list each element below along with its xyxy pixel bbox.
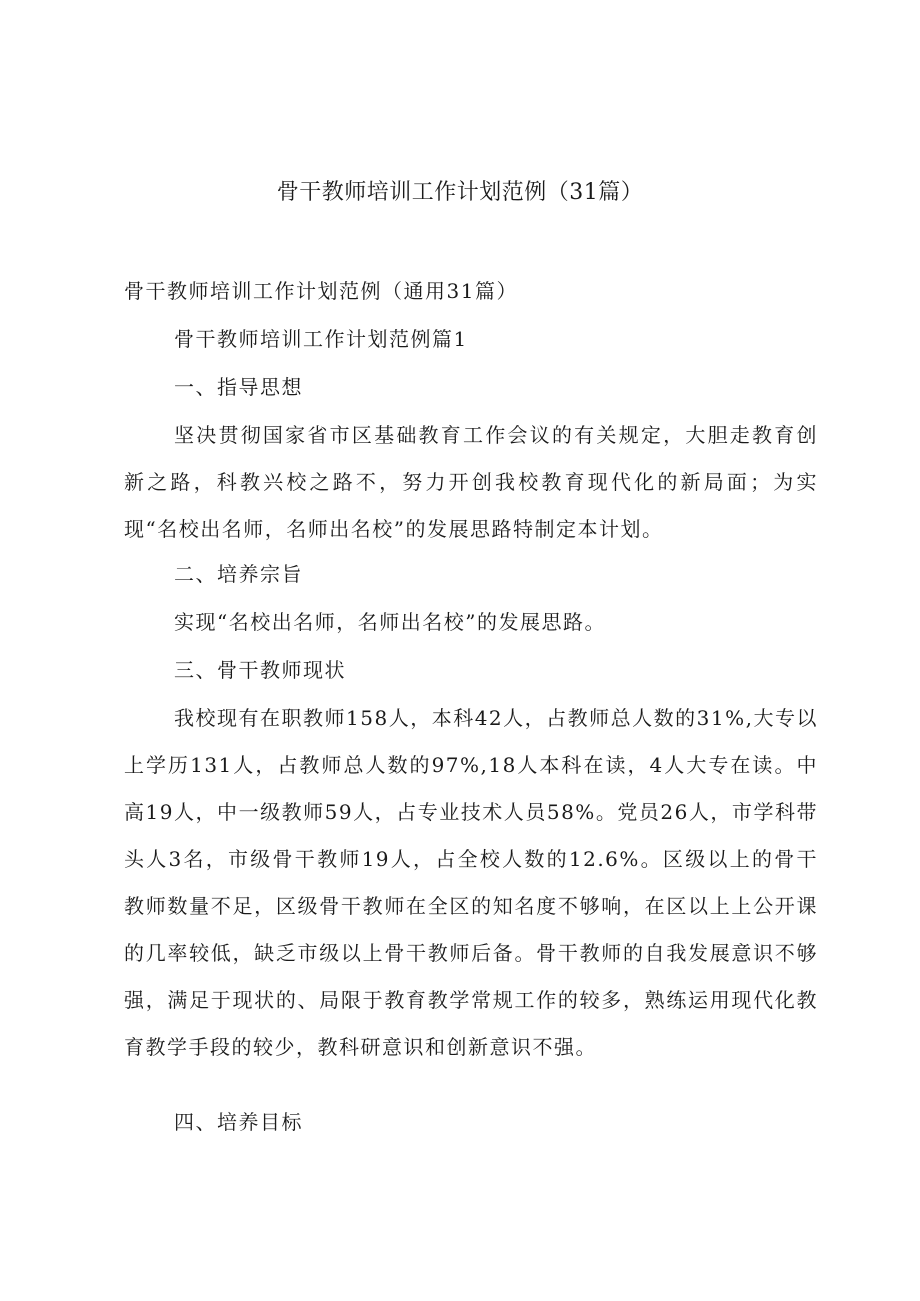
heading-training-goals: 四、培养目标 bbox=[174, 1110, 303, 1134]
paragraph-training-purpose: 实现“名校出名师，名师出名校”的发展思路。 bbox=[174, 610, 606, 634]
heading-teacher-status: 三、骨干教师现状 bbox=[174, 658, 346, 682]
heading-training-purpose: 二、培养宗旨 bbox=[174, 562, 303, 586]
document-subtitle: 骨干教师培训工作计划范例（通用31篇） bbox=[124, 279, 518, 303]
document-title: 骨干教师培训工作计划范例（31篇） bbox=[276, 180, 644, 205]
heading-guiding-ideology: 一、指导思想 bbox=[174, 375, 303, 399]
section-heading: 骨干教师培训工作计划范例篇1 bbox=[174, 327, 468, 351]
paragraph-teacher-status: 我校现有在职教师158人，本科42人，占教师总人数的31%,大专以上学历131人，占教师总人数的97%,18人本科在读，4人大专在读。中高19人，中一级教师59人，占专业技术人员58%。党员26人，市学科带头人3名，市级骨干教师19人，占全校人数的12.6%。区级以上的骨干教师数量不足，区级骨干教师在全区的知名度不够响，在区以上上公开课的几率较低，缺乏市级以上骨干教师后备。骨干教师的自我发展意识不够强，满足于现状的、局限于教育教学常规工作的较多，熟练运用现代化教育教学手段的较少，教科研意识和创新意识不强。 bbox=[124, 706, 818, 1059]
paragraph-guiding-ideology: 坚决贯彻国家省市区基础教育工作会议的有关规定，大胆走教育创新之路，科教兴校之路不，努力开创我校教育现代化的新局面；为实现“名校出名师，名师出名校”的发展思路特制定本计划。 bbox=[124, 423, 818, 541]
